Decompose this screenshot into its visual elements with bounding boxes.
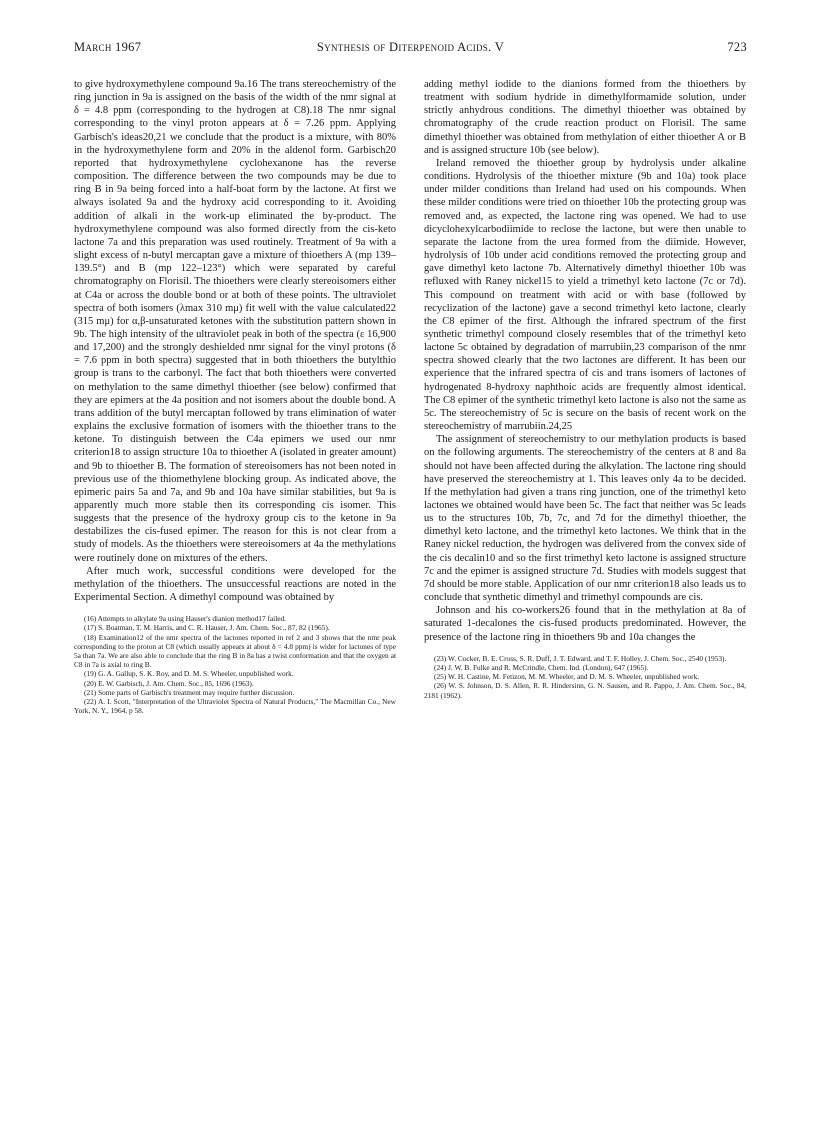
footnotes (424, 654, 746, 700)
footnote: (25) W. H. Castine, M. Fetizon, M. M. Wheeler, and D. M. S. Wheeler, unpublished work. (434, 672, 700, 682)
right-column (424, 78, 746, 700)
body-paragraph: Ireland removed the thioether group by hydrolysis under alkaline conditions. Hydrolysis of the thioether mixture (9b and 10a) took place under milder conditions than Ireland had used on his compounds. When these milder conditions were tried on thioether 10b the protecting group was removed and, as expected, the lactone ring was opened. We had to use dicyclohexylcarbodiimide to reclose the lactone, but were then unable to separate the lactone from the urea formed from the diimide. However, hydrolysis of 10b under acid conditions removed the protecting group and gave dimethyl keto lactone 7b. Alternatively dimethyl thioether 10b was refluxed with Raney nickel15 to yield a trimethyl keto lactone (7c or 7d). This compound on treatment with acid or with base (followed by recyclization of the lactone) gave a second trimethyl keto lactone, clearly the C8 epimer of the first. Although the infrared spectrum of the first synthetic trimethyl compound closely resembles that of the trimethyl keto lactone 5c obtained by degradation of marrubiin,23 comparison of the nmr spectra showed clearly that the two lactones are different. It has been our experience that the infrared spectra of cis and trans isomers of lactones of hydrogenated 8-hydroxy naphthoic acids are frequently almost identical. The C8 epimer of the synthetic trimethyl keto lactone is also not the same as 5c. The stereochemistry of 5c is secure on the basis of recent work on the stereochemistry of marrubiin.24,25 (424, 157, 746, 433)
footnotes (74, 614, 396, 715)
footnote: (19) G. A. Gallup, S. K. Roy, and D. M. S. Wheeler, unpublished work. (84, 669, 294, 679)
left-column (74, 78, 396, 715)
footnote: (16) Attempts to alkylate 9a using Hauser's dianion method17 failed. (84, 614, 287, 624)
footnote: (24) J. W. B. Fulke and R. McCrindle, Chem. Ind. (London), 647 (1965). (434, 662, 649, 672)
body-paragraph: After much work, successful conditions were developed for the methylation of the thioethers. The unsuccessful reactions are noted in the Experimental Section. A dimethyl compound was obtained by (74, 565, 396, 604)
footnote: (26) W. S. Johnson, D. S. Allen, R. R. Hindersinn, G. N. Sausen, and R. Pappo, J. Am. Chem. Soc., 84, 2181 (1962). (424, 681, 746, 700)
body-paragraph: adding methyl iodide to the dianions formed from the thioethers by treatment with sodium hydride in dimethylformamide solution, under strictly anhydrous conditions. The dimethyl thioether was obtained by chromatography of the crude reaction product on Florisil. The same dimethyl thioether was obtained from methylation of either thioether A or B and is assigned structure 10b (see below). (424, 79, 746, 156)
page-number: 723 (727, 40, 747, 54)
header-title: Synthesis of Diterpenoid Acids. V (316, 40, 505, 54)
body-paragraph: to give hydroxymethylene compound 9a.16 The trans stereochemistry of the ring junction in 9a is assigned on the basis of the width of the nmr signal at δ = 4.8 ppm (corresponding to the hydrogen at C8).18 The nmr signal corresponding to the vinyl proton appears at δ = 7.26 ppm. Applying Garbisch's ideas20,21 we conclude that the product is a mixture, with 80% in the hydroxymethylene form and 20% in the aldenol form. Garbisch20 reported that hydroxymethylene cyclohexanone has the reverse composition. The difference between the two compounds may be due to ring B in 9a being forced into a half-boat form by the lactone. At first we always isolated 9a and the hydroxy acid corresponding to it. Avoiding addition of alkali in the work-up eliminated the by-product. The hydroxymethylene compound was also formed directly from the cis-keto lactone 7a and this preparation was used routinely. Treatment of 9a with a slight excess of n-butyl mercaptan gave a mixture of thioethers A (mp 139–139.5°) and B (mp 122–123°) which were separated by careful chromatography on Florisil. The thioethers were clearly stereoisomers either at C4a or across the double bond or at both of these points. The ultraviolet spectra of both isomers (λmax 310 mμ) fit well with the value calculated22 (315 mμ) for α,β-unsaturated ketones with the substitution pattern shown in 9b. The high intensity of the ultraviolet peak in both of the spectra (ε 16,900 and 17,200) and the strongly deshielded nmr signal for the vinyl protons (δ = 7.6 ppm in both spectra) suggested that in both thioethers the butylthio group is trans to the carbonyl. The fact that both thioethers were converted on methylation to the same dimethyl thioether (see below) confirmed that they are epimers at the 4a position and not isomers about the double bond. A trans addition of the butyl mercaptan followed by trans elimination of water explains the exclusive formation of isomers with the thioether trans to the ketone. To distinguish between the C4a epimers we used our nmr criterion18 to assign structure 10a to thioether A (isolated in greater amount) and 9b to thioether B. The formation of stereoisomers has not been noted in previous use of the thiomethylene blocking group. As indicated above, the epimeric pairs 5a and 7a, and 9b and 10a have similar stabilities, but 9a is apparently much more stable then its corresponding cis isomer. This suggests that the presence of the hydroxy group cis to the ketone in 9a destabilizes the cis-fused epimer. The reason for this is not clear from a study of models. As the thioethers were stereoisomers at 4a the methylations were routinely done on mixtures of the ethers. (74, 79, 396, 564)
footnote: (17) S. Boatman, T. M. Harris, and C. R. Hauser, J. Am. Chem. Soc., 87, 82 (1965). (84, 623, 330, 633)
footnote: (21) Some parts of Garbisch's treatment may require further discussion. (84, 687, 295, 697)
footnote: (22) A. I. Scott, "Interpretation of the Ultraviolet Spectra of Natural Products," The Macmillan Co., New York, N. Y., 1964, p 58. (74, 697, 396, 716)
body-paragraph: Johnson and his co-workers26 found that in the methylation at 8a of saturated 1-decalones the cis-fused products predominated. However, the presence of the lactone ring in thioethers 9b and 10a changes the (424, 605, 746, 643)
footnote: (20) E. W. Garbisch, J. Am. Chem. Soc., 85, 1696 (1963). (84, 678, 254, 688)
footnote: (23) W. Cocker, B. E. Cross, S. R. Duff, J. T. Edward, and T. F. Holley, J. Chem. Soc., 2540 (1953). (434, 653, 727, 663)
running-header (74, 40, 747, 58)
footnote: (18) Examination12 of the nmr spectra of the lactones reported in ref 2 and 3 shows that the nmr peak corresponding to the proton at C8 (which usually appears at about δ = 4.8 ppm) is wider for lactones of type 5a than 7a. We are also able to conclude that the ring B in 8a has a twist conformation and that the oxygen at C8 in 7a is axial to ring B. (74, 632, 396, 670)
header-date: March 1967 (74, 40, 142, 54)
body-paragraph: The assignment of stereochemistry to our methylation products is based on the following arguments. The stereochemistry of the centers at 8 and 8a should not have been affected during the alkylation. The lactone ring should have preserved the stereochemistry at 1. This leaves only 4a to be decided. If the methylation had given a trans ring junction, one of the trimethyl keto lactones we obtained would have been 5c. The fact that neither was 5c leads us to the structures 10b, 7b, 7c, and 7d for the dimethyl thioether, the dimethyl keto lactone, and the trimethyl keto lactones. We think that in the Raney nickel reduction, the hydrogen was delivered from the convex side of the cis decalin10 and so the first trimethyl keto lactone is assigned structure 7c and the epimer is assigned structure 7d. Studies with models suggest that 7d should be more stable. Application of our nmr criterion18 also leads us to conclude that synthetic dimethyl and trimethyl compounds are cis. (424, 434, 746, 604)
